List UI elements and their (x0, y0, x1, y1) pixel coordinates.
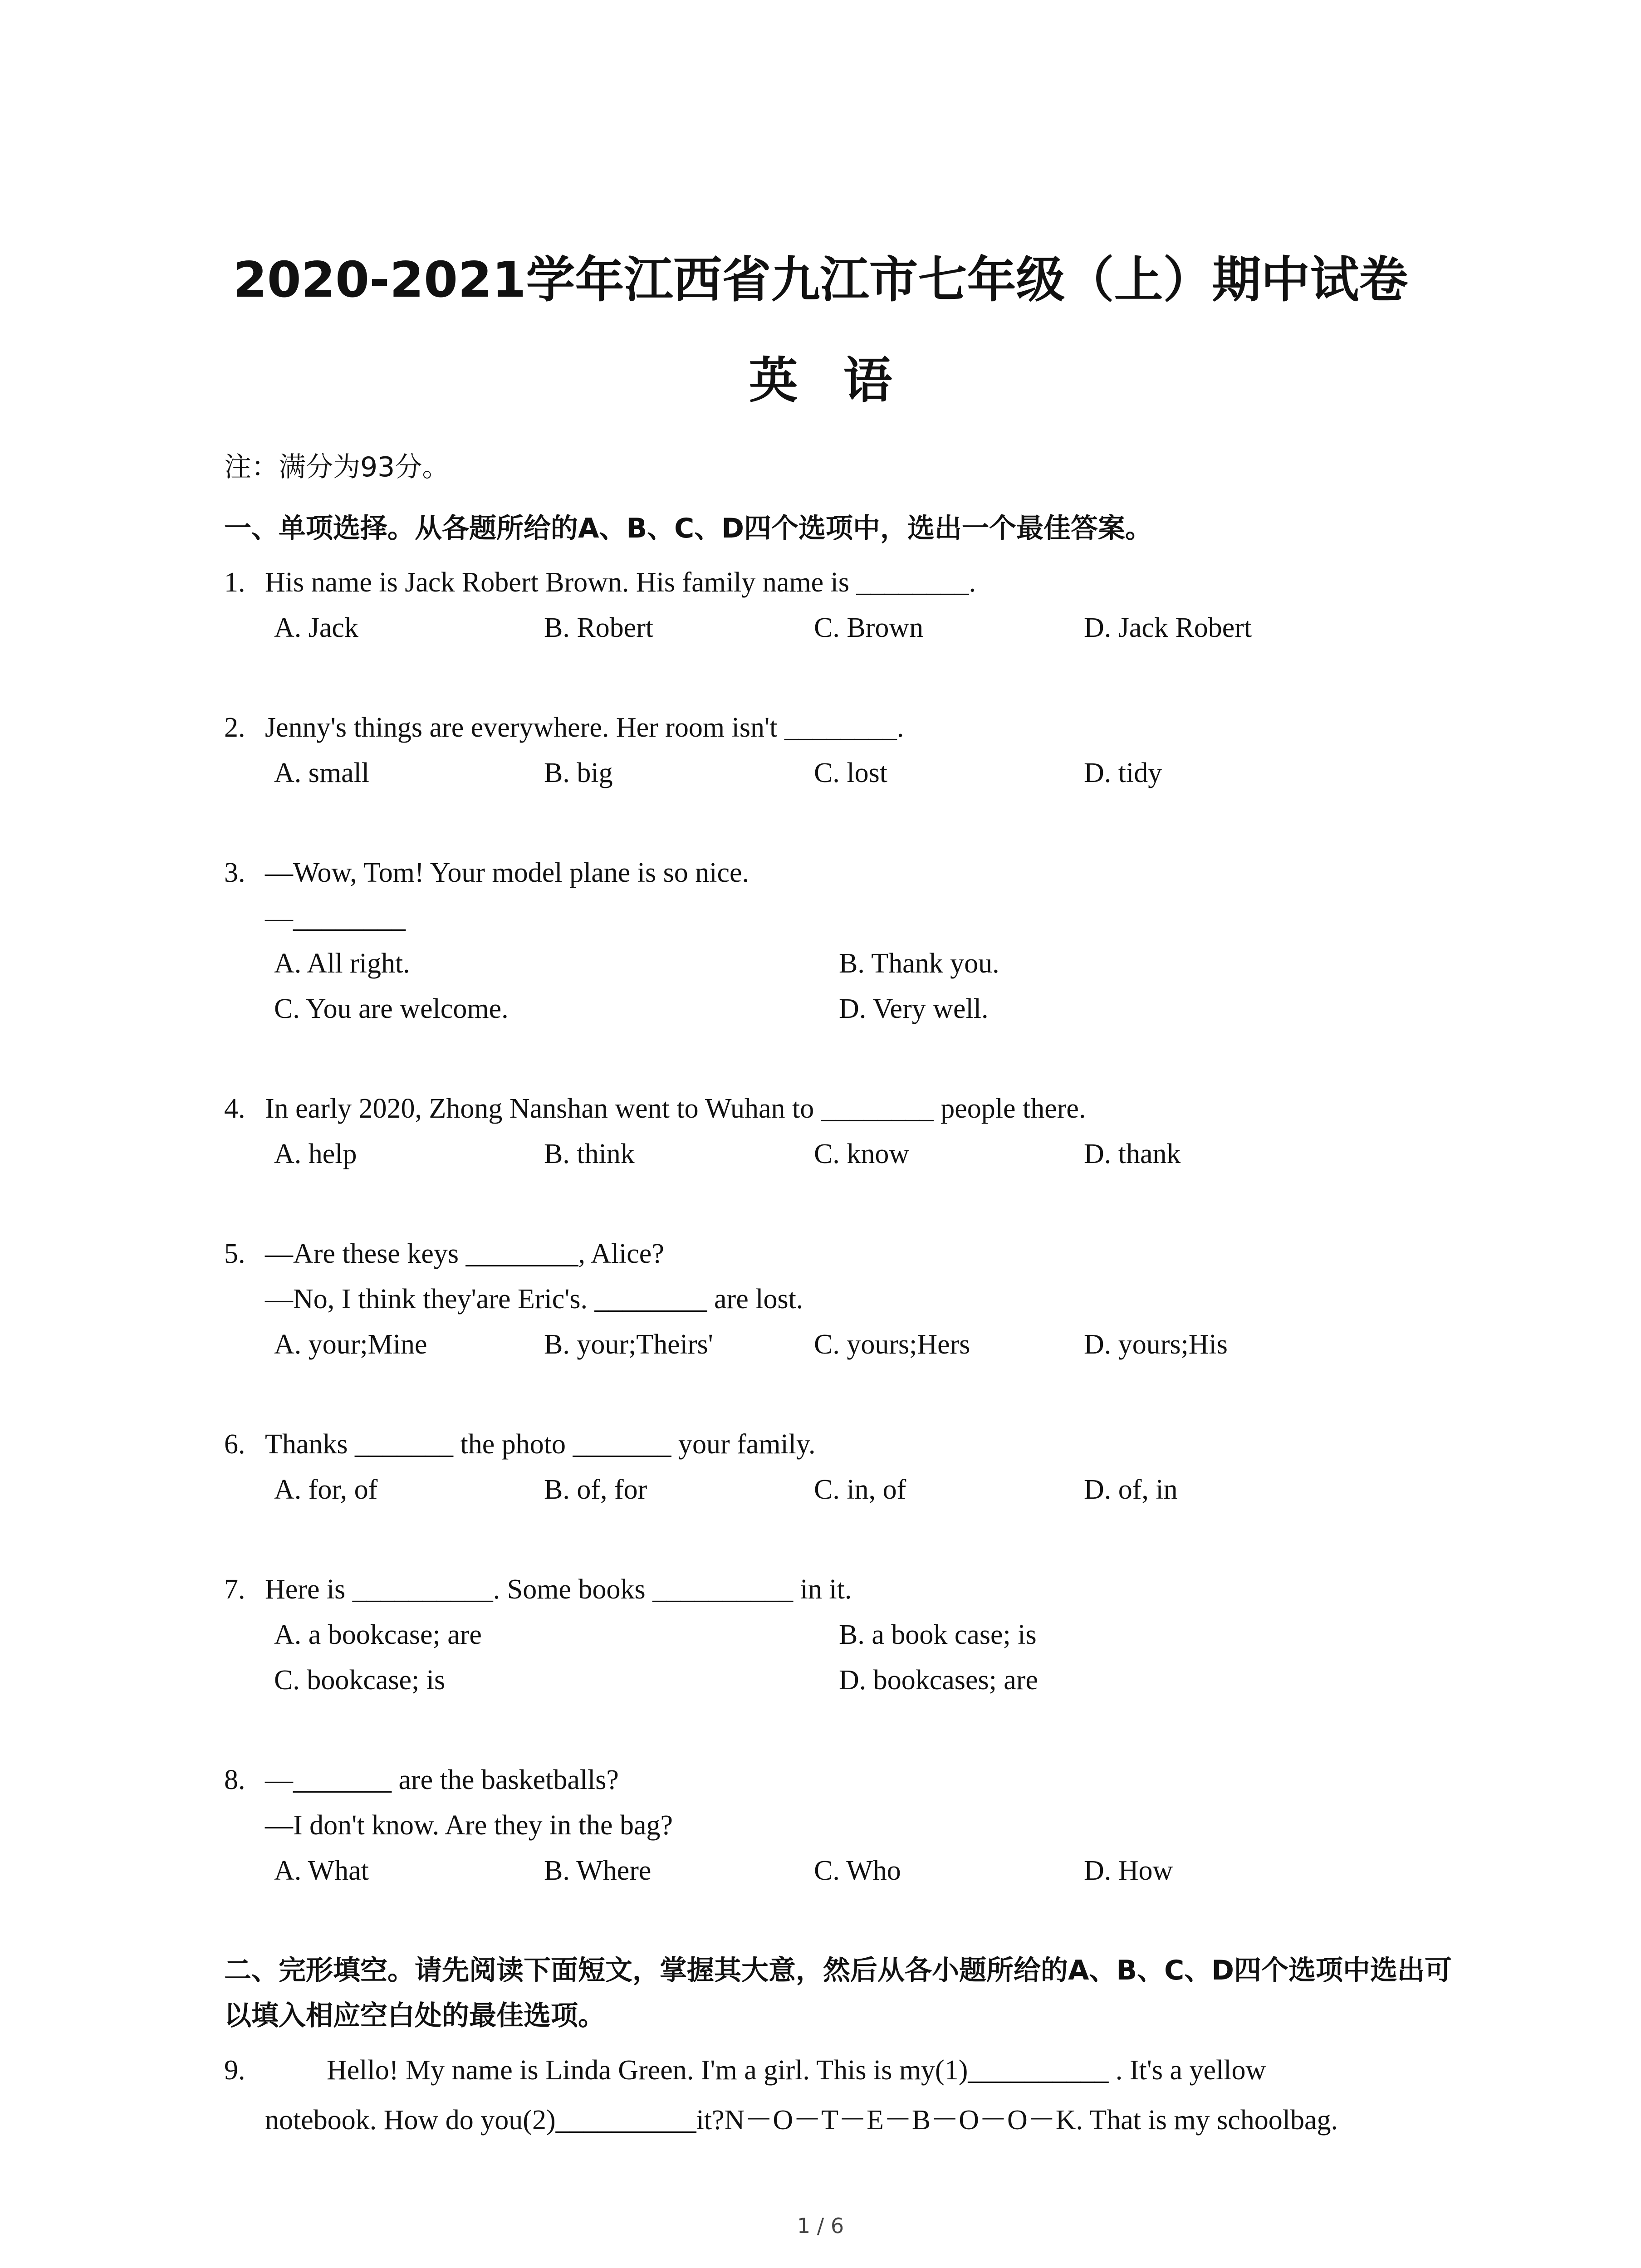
option-d: D. How (1084, 1855, 1173, 1886)
option-b: B. big (544, 758, 613, 788)
option-c: C. Who (814, 1855, 901, 1886)
question-stem: —Are these keys ________, Alice? (265, 1238, 664, 1269)
option-a: A. Jack (274, 612, 358, 643)
option-d: D. thank (1084, 1139, 1181, 1169)
page-title: 2020-2021学年江西省九江市七年级（上）期中试卷 (233, 252, 1408, 308)
option-b: B. Thank you. (839, 948, 999, 979)
score-note: 注：满分为93分。 (224, 451, 450, 483)
option-c: C. Brown (814, 612, 924, 643)
option-a: A. your;Mine (274, 1329, 427, 1360)
option-c: C. lost (814, 758, 887, 788)
option-d: D. of, in (1084, 1474, 1178, 1505)
section-1-heading: 一、单项选择。从各题所给的A、B、C、D四个选项中，选出一个最佳答案。 (224, 513, 1153, 544)
question-stem: Here is __________. Some books __________ in it. (265, 1574, 852, 1605)
question-stem: —I don't know. Are they in the bag? (265, 1810, 673, 1841)
question-stem: Jenny's things are everywhere. Her room isn't ________. (265, 712, 904, 743)
option-b: B. a book case; is (839, 1619, 1037, 1650)
passage-line: notebook. How do you(2)__________it?N－O－T－E－B－O－O－K. That is my schoolbag. (265, 2105, 1338, 2136)
question-stem: —_______ are the basketballs? (265, 1765, 619, 1795)
option-b: B. Where (544, 1855, 652, 1886)
option-c: C. know (814, 1139, 910, 1169)
question-number: 9. (224, 2055, 245, 2086)
option-b: B. Robert (544, 612, 654, 643)
question-number: 4. (224, 1093, 245, 1124)
question-number: 7. (224, 1574, 245, 1605)
question-stem: —Wow, Tom! Your model plane is so nice. (265, 857, 749, 888)
option-a: A. All right. (274, 948, 410, 979)
option-b: B. your;Theirs' (544, 1329, 713, 1360)
option-d: D. tidy (1084, 758, 1162, 788)
option-a: A. What (274, 1855, 369, 1886)
question-stem: —No, I think they'are Eric's. ________ are lost. (265, 1284, 803, 1315)
option-a: A. small (274, 758, 370, 788)
option-b: B. of, for (544, 1474, 647, 1505)
question-number: 3. (224, 857, 245, 888)
question-number: 6. (224, 1429, 245, 1460)
option-c: C. yours;Hers (814, 1329, 970, 1360)
option-d: D. bookcases; are (839, 1665, 1038, 1696)
question-number: 1. (224, 567, 245, 598)
page-number: 1 / 6 (797, 2214, 844, 2238)
question-stem: —________ (265, 903, 406, 934)
question-number: 8. (224, 1765, 245, 1795)
option-c: C. in, of (814, 1474, 906, 1505)
question-stem: In early 2020, Zhong Nanshan went to Wuhan to ________ people there. (265, 1093, 1086, 1124)
passage-line: Hello! My name is Linda Green. I'm a girl. This is my(1)__________ . It's a yellow (327, 2055, 1266, 2086)
option-a: A. for, of (274, 1474, 378, 1505)
question-stem: Thanks _______ the photo _______ your family. (265, 1429, 816, 1460)
option-d: D. Very well. (839, 993, 989, 1024)
option-c: C. bookcase; is (274, 1665, 446, 1696)
page-subtitle: 英语 (749, 352, 938, 409)
question-number: 2. (224, 712, 245, 743)
option-d: D. Jack Robert (1084, 612, 1252, 643)
section-2-heading: 二、完形填空。请先阅读下面短文，掌握其大意，然后从各小题所给的A、B、C、D四个选项中选出可以填入相应空白处的最佳选项。 (224, 1955, 1452, 2032)
option-b: B. think (544, 1139, 635, 1169)
option-a: A. a bookcase; are (274, 1619, 482, 1650)
question-number: 5. (224, 1238, 245, 1269)
question-stem: His name is Jack Robert Brown. His family name is ________. (265, 567, 976, 598)
option-c: C. You are welcome. (274, 993, 509, 1024)
option-d: D. yours;His (1084, 1329, 1228, 1360)
option-a: A. help (274, 1139, 357, 1169)
